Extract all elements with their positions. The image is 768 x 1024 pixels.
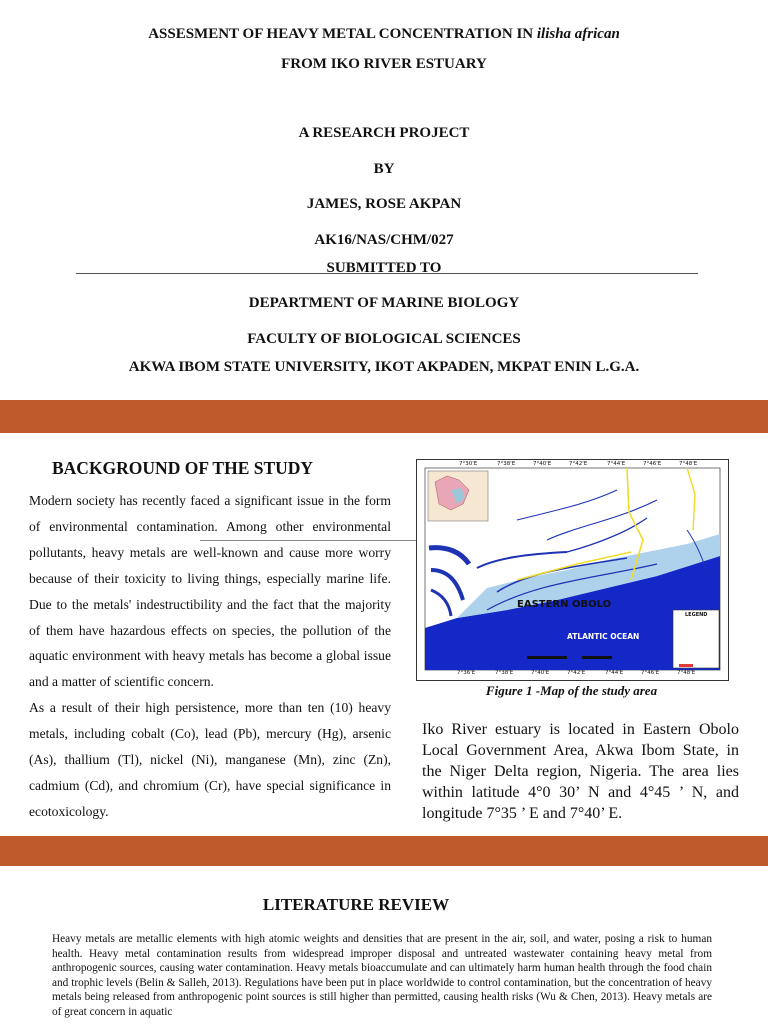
project-label: A RESEARCH PROJECT: [298, 125, 470, 141]
map-bottom-tick: 7°42'E: [567, 670, 586, 676]
background-paragraph-1: Modern society has recently faced a significant issue in the form of environmental contamination. Among other environmental pollutants, heavy metals are well-known and cause more worry because of their toxicity to living things, especially marine life. Due to the metals' indestructibility and the fact that the majority of them have hazardous effects on species, the pollution of the aquatic environment with heavy metals has become a global issue and a matter of scientific concern.: [29, 493, 391, 690]
map-bottom-tick: 7°46'E: [641, 670, 660, 676]
author-name: JAMES, ROSE AKPAN: [306, 196, 462, 212]
orange-divider-band: [0, 400, 768, 433]
map-bottom-tick: 7°48'E: [677, 670, 696, 676]
map-top-tick: 7°44'E: [607, 461, 626, 467]
figure-caption: Figure 1 -Map of the study area: [485, 683, 658, 698]
document-title-line2: FROM IKO RIVER ESTUARY: [281, 56, 487, 72]
map-bottom-tick: 7°44'E: [605, 670, 624, 676]
document-title: [0, 26, 768, 43]
map-bottom-tick: 7°38'E: [495, 670, 514, 676]
literature-review-text: Heavy metals are metallic elements with high atomic weights and densities that are present in the air, soil, and water, posing a risk to human health. Heavy metal contamination results from widespread improper disposal and untreated wastewater containing heavy metal from anthropogenic sources, causing water contamination. Heavy metals bioaccumulate and can ultimately harm human health through the food chain and trophic levels (Belin & Salleh, 2013). Regulations have been put in place worldwide to control contamination, but the concentration of heavy metals being released from anthropogenic point sources is still higher than permitted, causing health risks (Wu & Chen, 2013). Heavy metals are of great concern in aquatic: [52, 933, 712, 1018]
university-name: AKWA IBOM STATE UNIVERSITY, IKOT AKPADEN, MKPAT ENIN L.G.A.: [128, 359, 640, 375]
matric-number: AK16/NAS/CHM/027: [314, 232, 454, 248]
faculty-name: FACULTY OF BIOLOGICAL SCIENCES: [247, 331, 521, 347]
submitted-to-label: SUBMITTED TO: [326, 260, 442, 276]
department-name: DEPARTMENT OF MARINE BIOLOGY: [248, 295, 520, 311]
map-bottom-tick: 7°40'E: [531, 670, 550, 676]
background-paragraph-2: As a result of their high persistence, more than ten (10) heavy metals, including cobalt (Co), lead (Pb), mercury (Hg), arsenic (As), thallium (Tl), nickel (Ni), manganese (Mn), zinc (Zn), cadmium (Cd), and chromium (Cr), have special significance in ecotoxicology.: [29, 700, 391, 819]
map-region-label: EASTERN OBOLO: [517, 599, 612, 610]
background-heading: BACKGROUND OF THE STUDY: [52, 458, 314, 478]
title-species: ilisha african: [536, 26, 620, 42]
map-top-tick: 7°42'E: [569, 461, 588, 467]
map-bottom-tick: 7°36'E: [457, 670, 476, 676]
study-area-map: [416, 459, 729, 681]
by-label: BY: [373, 161, 395, 177]
map-top-tick: 7°46'E: [643, 461, 662, 467]
map-top-tick: 7°40'E: [533, 461, 552, 467]
background-text: [29, 488, 391, 825]
orange-divider-band-2: [0, 836, 768, 866]
map-top-tick: 7°38'E: [497, 461, 516, 467]
literature-review-heading: LITERATURE REVIEW: [262, 895, 450, 914]
map-image: [417, 460, 728, 680]
iko-river-description: Iko River estuary is located in Eastern Obolo Local Government Area, Akwa Ibom State, in the Niger Delta region, Nigeria. The area lies within latitude 4°0 30’ N and 4°45 ’ N, and longitude 7°35 ’ E and 7°40’ E.: [422, 721, 739, 822]
map-top-tick: 7°48'E: [679, 461, 698, 467]
map-top-tick: 7°30'E: [459, 461, 478, 467]
map-legend-title: LEGEND: [685, 612, 708, 618]
map-ocean-label: ATLANTIC OCEAN: [567, 632, 640, 641]
title-main: ASSESMENT OF HEAVY METAL CONCENTRATION IN: [148, 26, 537, 42]
